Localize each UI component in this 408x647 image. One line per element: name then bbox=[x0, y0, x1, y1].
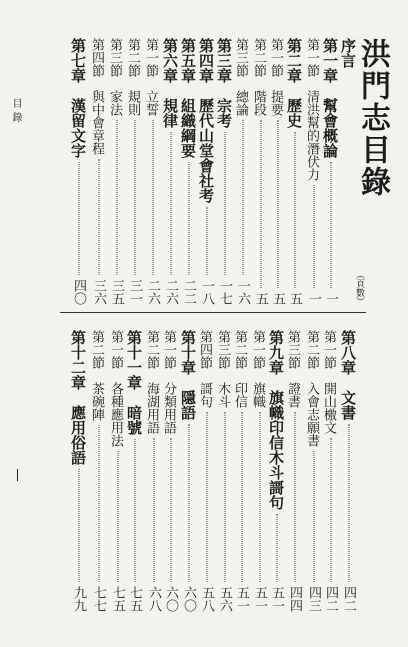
top-entry[interactable] bbox=[252, 38, 270, 305]
top-entry-page: 五 bbox=[287, 292, 302, 305]
top-entry-page: 三六 bbox=[91, 279, 106, 305]
bottom-entry[interactable] bbox=[70, 330, 88, 612]
top-entry-label: 第六章 規律 bbox=[161, 38, 179, 128]
top-entry-page: 二六 bbox=[163, 279, 178, 305]
bottom-leader-dots bbox=[79, 469, 80, 582]
bottom-entry-label: 第二節 茶碗陣 bbox=[89, 330, 104, 421]
bottom-entry-page: 五一 bbox=[269, 586, 284, 612]
bottom-leader-dots bbox=[225, 412, 226, 582]
top-entry-label: 第四章 歷代山堂會社考 bbox=[197, 38, 215, 203]
bottom-entry-label: 第三節 證書 bbox=[285, 330, 300, 408]
top-entry[interactable] bbox=[108, 38, 126, 305]
top-entry[interactable] bbox=[269, 38, 287, 305]
top-leader-dots bbox=[207, 207, 208, 275]
bottom-entry[interactable] bbox=[90, 330, 108, 612]
top-leader-dots bbox=[225, 132, 226, 275]
bottom-entry[interactable] bbox=[268, 330, 286, 612]
side-running-label: 目錄 bbox=[10, 98, 21, 126]
top-leader-dots bbox=[117, 120, 118, 275]
bottom-entry[interactable] bbox=[322, 330, 340, 612]
bottom-entry-page: 六八 bbox=[146, 586, 161, 612]
top-entry[interactable] bbox=[198, 38, 216, 305]
bottom-entry[interactable] bbox=[305, 330, 323, 612]
bottom-entry-page: 五一 bbox=[252, 586, 267, 612]
top-entry[interactable] bbox=[286, 38, 304, 305]
bottom-leader-dots bbox=[314, 451, 315, 582]
folio-mark bbox=[17, 469, 18, 481]
top-entry-label: 第三章 宗考 bbox=[215, 38, 233, 128]
top-entry[interactable] bbox=[144, 38, 162, 305]
bottom-entry-label: 第四節 謌句 bbox=[197, 330, 212, 408]
top-leader-dots bbox=[171, 132, 172, 275]
bottom-entry-label: 第十一章 暗號 bbox=[125, 330, 143, 435]
bottom-entry-page: 五六 bbox=[217, 586, 232, 612]
top-entry[interactable] bbox=[126, 38, 144, 305]
bottom-entry-page: 六〇 bbox=[181, 586, 196, 612]
bottom-entry-label: 第一節 開山檄文 bbox=[321, 330, 336, 434]
bottom-entry-page: 九九 bbox=[71, 586, 86, 612]
bottom-entry[interactable] bbox=[109, 330, 127, 612]
top-entry-label: 第五章 組織綱要 bbox=[179, 38, 197, 158]
bottom-entry-label: 第九章 旗幟印信木斗謌句 bbox=[267, 330, 285, 510]
top-leader-dots bbox=[295, 132, 296, 288]
top-leader-dots bbox=[153, 120, 154, 275]
bottom-leader-dots bbox=[242, 412, 243, 582]
top-entry-label: 第二章 歷史 bbox=[285, 38, 303, 128]
top-entry-page: 五 bbox=[270, 292, 285, 305]
top-leader-dots bbox=[79, 162, 80, 275]
top-entry-label: 第七章 漢留文字 bbox=[69, 38, 87, 158]
bottom-leader-dots bbox=[171, 438, 172, 582]
top-leader-dots bbox=[189, 162, 190, 275]
bottom-entry-page: 四四 bbox=[287, 586, 302, 612]
top-entry-page: 一 bbox=[323, 292, 338, 305]
bottom-leader-dots bbox=[118, 451, 119, 582]
bottom-entry-page: 七七 bbox=[91, 586, 106, 612]
top-entry-page: 二六 bbox=[145, 279, 160, 305]
top-leader-dots bbox=[261, 120, 262, 288]
bottom-leader-dots bbox=[277, 514, 278, 582]
top-entry[interactable] bbox=[70, 38, 88, 305]
page-number-note: （頁數） bbox=[354, 270, 364, 306]
bottom-leader-dots bbox=[207, 412, 208, 582]
bottom-leader-dots bbox=[99, 425, 100, 582]
bottom-entry[interactable] bbox=[198, 330, 216, 612]
top-entry-page: 五 bbox=[253, 292, 268, 305]
top-entry[interactable] bbox=[180, 38, 198, 305]
bottom-entry-page: 七五 bbox=[127, 586, 142, 612]
bottom-entry-label: 第十章 隱語 bbox=[179, 330, 197, 420]
bottom-entry[interactable] bbox=[145, 330, 163, 612]
top-entry[interactable] bbox=[90, 38, 108, 305]
top-entry-page: 一八 bbox=[199, 279, 214, 305]
bottom-entry-page: 四三 bbox=[306, 586, 321, 612]
top-entry[interactable] bbox=[234, 38, 252, 305]
top-entry-label: 第二節 規則 bbox=[125, 38, 140, 116]
top-entry-page: 三五 bbox=[109, 279, 124, 305]
top-entry-label: 第一節 清洪幫的潛伏力 bbox=[304, 38, 319, 181]
top-leader-dots bbox=[135, 120, 136, 275]
top-entry-label: 第三節 總論 bbox=[233, 38, 248, 116]
top-entry-page: 二二 bbox=[181, 279, 196, 305]
section-divider bbox=[60, 312, 366, 313]
top-entry-page: 三一 bbox=[127, 279, 142, 305]
bottom-leader-dots bbox=[135, 439, 136, 582]
top-entry[interactable] bbox=[322, 38, 340, 305]
bottom-entry-page: 六〇 bbox=[163, 586, 178, 612]
bottom-entry-label: 第一節 分類用語 bbox=[161, 330, 176, 434]
top-leader-dots bbox=[331, 162, 332, 288]
bottom-entry-label: 第八章 文書 bbox=[339, 330, 357, 420]
bottom-entry[interactable] bbox=[286, 330, 304, 612]
top-leader-dots bbox=[314, 185, 315, 288]
top-leader-dots bbox=[243, 120, 244, 275]
top-leader-dots bbox=[99, 159, 100, 275]
top-entry-label: 第一節 立誓 bbox=[143, 38, 158, 116]
bottom-leader-dots bbox=[349, 424, 350, 582]
page-title: 洪門志目錄 bbox=[355, 38, 390, 198]
bottom-entry-page: 四二 bbox=[323, 586, 338, 612]
bottom-entry[interactable] bbox=[216, 330, 234, 612]
bottom-entry-label: 第二節 海湖用語 bbox=[144, 330, 159, 434]
bottom-entry-label: 第二節 入會志願書 bbox=[304, 330, 319, 447]
bottom-entry[interactable] bbox=[340, 330, 358, 612]
top-entry[interactable] bbox=[305, 38, 323, 305]
bottom-entry-page: 七五 bbox=[110, 586, 125, 612]
bottom-entry-label: 第一節 旗幟 bbox=[250, 330, 265, 408]
bottom-leader-dots bbox=[260, 412, 261, 582]
bottom-entry-page: 五一 bbox=[234, 586, 249, 612]
bottom-entry[interactable] bbox=[233, 330, 251, 612]
bottom-leader-dots bbox=[189, 424, 190, 582]
bottom-leader-dots bbox=[154, 438, 155, 582]
bottom-entry-label: 第十二章 應用俗語 bbox=[69, 330, 87, 465]
top-entry[interactable] bbox=[340, 38, 358, 305]
bottom-entry-page: 五八 bbox=[199, 586, 214, 612]
bottom-leader-dots bbox=[295, 412, 296, 582]
top-entry[interactable] bbox=[216, 38, 234, 305]
top-entry-page: 一七 bbox=[217, 279, 232, 305]
top-entry-label: 第四節 與中會章程 bbox=[89, 38, 104, 155]
bottom-entry-label: 第一節 各種應用法 bbox=[108, 330, 123, 447]
bottom-entry-label: 第三節 木斗 bbox=[215, 330, 230, 408]
top-entry-label: 序言 bbox=[339, 38, 357, 68]
bottom-entry[interactable] bbox=[180, 330, 198, 612]
top-leader-dots bbox=[278, 120, 279, 288]
bottom-leader-dots bbox=[331, 438, 332, 582]
bottom-entry[interactable] bbox=[162, 330, 180, 612]
top-entry-label: 第二節 階段 bbox=[251, 38, 266, 116]
top-entry[interactable] bbox=[162, 38, 180, 305]
top-entry-page: 一六 bbox=[235, 279, 250, 305]
bottom-entry-label: 第二節 印信 bbox=[232, 330, 247, 408]
bottom-entry[interactable] bbox=[126, 330, 144, 612]
bottom-entry-page: 四二 bbox=[341, 586, 356, 612]
bottom-entry[interactable] bbox=[251, 330, 269, 612]
top-entry-label: 第三節 家法 bbox=[107, 38, 122, 116]
top-entry-page: 一 bbox=[306, 292, 321, 305]
top-entry-label: 第一章 幫會概論 bbox=[321, 38, 339, 158]
top-entry-label: 第一節 提要 bbox=[268, 38, 283, 116]
top-entry-page: 四〇 bbox=[71, 279, 86, 305]
